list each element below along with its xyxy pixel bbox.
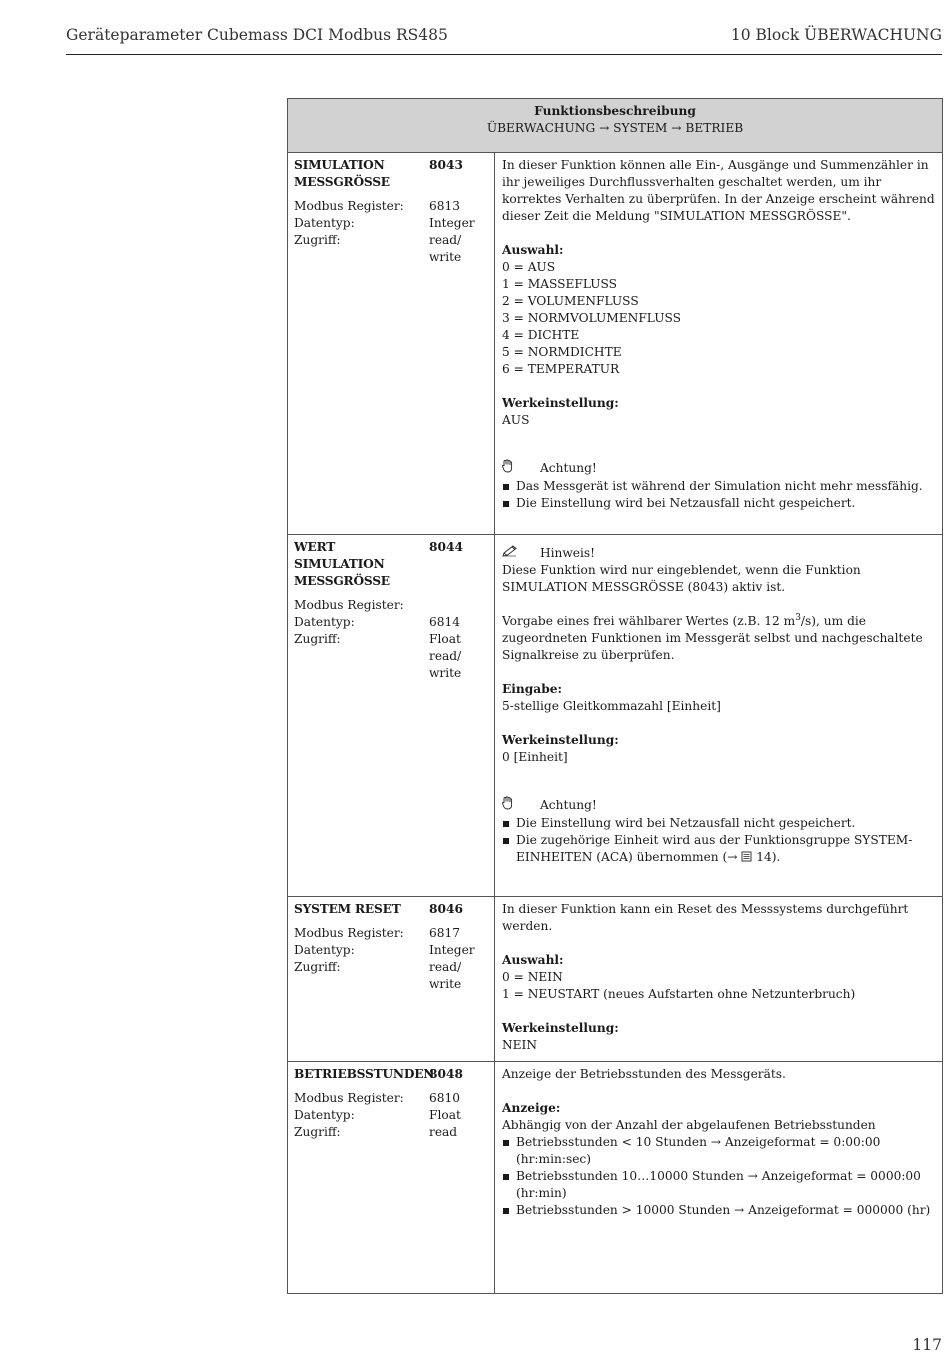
hint-label: Hinweis! xyxy=(540,546,596,560)
input-value: 5-stellige Gleitkommazahl [Einheit] xyxy=(502,699,721,713)
access-value-cont: write xyxy=(429,250,462,264)
page-reference-icon xyxy=(741,850,752,864)
bullet-item: Betriebsstunden > 10000 Stunden → Anzeigeformat = 000000 (hr) xyxy=(502,1202,935,1219)
function-name: SIMULATION MESSGRÖSSE xyxy=(294,158,390,189)
function-meta xyxy=(294,198,489,266)
access-value-cont: write xyxy=(429,977,462,991)
datatype-value: Float xyxy=(429,1108,461,1122)
function-name: SYSTEM RESET xyxy=(294,902,401,916)
modbus-register: 6817 xyxy=(429,926,461,940)
function-table xyxy=(287,98,943,1294)
description-text: In dieser Funktion kann ein Reset des Messsystems durchgeführt werden. xyxy=(502,902,909,933)
access-label: Zugriff: xyxy=(294,233,341,247)
caution-label: Achtung! xyxy=(540,461,597,475)
table-header xyxy=(288,99,943,153)
option-item: 3 = NORMVOLUMENFLUSS xyxy=(502,311,681,325)
access-label: Zugriff: xyxy=(294,632,341,646)
access-label: Zugriff: xyxy=(294,1125,341,1139)
option-list xyxy=(502,259,935,378)
function-description-cell xyxy=(495,535,943,897)
function-name: BETRIEBSSTUNDEN xyxy=(294,1067,435,1081)
pencil-note-icon xyxy=(502,545,540,562)
option-item: 1 = MASSEFLUSS xyxy=(502,277,618,291)
modbus-register: 6813 xyxy=(429,199,461,213)
description-text: Vorgabe eines frei wählbarer Wertes (z.B. 12 $m^3/s$), um die zugeordneten Funktionen im Messgerät selbst und nachgeschaltete Signalkreise zu überprüfen. xyxy=(502,612,923,662)
running-header-chapter: 10 Block ÜBERWACHUNG xyxy=(730,26,942,44)
function-description-cell xyxy=(495,1062,943,1294)
access-label: Zugriff: xyxy=(294,960,341,974)
function-number: 8048 xyxy=(429,1067,463,1081)
datatype-value: Float xyxy=(429,632,461,646)
datatype-label: Datentyp: xyxy=(294,943,355,957)
option-list xyxy=(502,969,935,1003)
option-item: 2 = VOLUMENFLUSS xyxy=(502,294,639,308)
caution-note xyxy=(502,796,935,815)
hint-note xyxy=(502,545,935,562)
access-value: read/ xyxy=(429,960,462,974)
function-number: 8044 xyxy=(429,540,463,554)
function-description-cell xyxy=(495,897,943,1062)
bullet-item: Die Einstellung wird bei Netzausfall nicht gespeichert. xyxy=(502,815,935,832)
access-value: read xyxy=(429,1125,458,1139)
modbus-register: 6810 xyxy=(429,1091,461,1105)
bullet-list xyxy=(502,815,935,866)
function-number: 8043 xyxy=(429,158,463,172)
option-item: 4 = DICHTE xyxy=(502,328,580,342)
access-value-cont: write xyxy=(429,666,462,680)
hand-caution-icon xyxy=(502,796,540,815)
display-intro: Abhängig von der Anzahl der abgelaufenen Betriebsstunden xyxy=(502,1118,876,1132)
access-value: read/ xyxy=(429,233,462,247)
modbus-label: Modbus Register: xyxy=(294,926,404,940)
option-item: 5 = NORMDICHTE xyxy=(502,345,622,359)
datatype-label: Datentyp: xyxy=(294,615,355,629)
factory-setting-heading: Werkeinstellung: xyxy=(502,1021,619,1035)
bullet-item: Die zugehörige Einheit wird aus der Funktionsgruppe SYSTEMEINHEITEN (ACA) übernommen (→ 14). xyxy=(502,832,935,866)
modbus-label: Modbus Register: xyxy=(294,199,404,213)
function-meta xyxy=(294,1090,489,1141)
table-row xyxy=(288,535,943,897)
table-header-row xyxy=(288,99,943,153)
selection-heading: Auswahl: xyxy=(502,243,564,257)
bullet-list xyxy=(502,1134,935,1219)
running-header-title: Geräteparameter Cubemass DCI Modbus RS485 xyxy=(66,26,448,44)
hand-caution-icon xyxy=(502,459,540,478)
table-title: Funktionsbeschreibung xyxy=(534,104,696,118)
modbus-register: 6814 xyxy=(429,615,461,629)
factory-setting-value: 0 [Einheit] xyxy=(502,750,568,764)
bullet-item: Die Einstellung wird bei Netzausfall nicht gespeichert. xyxy=(502,495,935,512)
datatype-label: Datentyp: xyxy=(294,216,355,230)
function-info-cell xyxy=(288,897,495,1062)
function-info-cell xyxy=(288,153,495,535)
factory-setting-value: AUS xyxy=(502,413,530,427)
datatype-label: Datentyp: xyxy=(294,1108,355,1122)
access-value: read/ xyxy=(429,649,462,663)
function-description-cell xyxy=(495,153,943,535)
modbus-label: Modbus Register: xyxy=(294,1091,404,1105)
hint-text: Diese Funktion wird nur eingeblendet, wenn die Funktion SIMULATION MESSGRÖSSE (8043) aktiv ist. xyxy=(502,563,861,594)
factory-setting-value: NEIN xyxy=(502,1038,538,1052)
selection-heading: Auswahl: xyxy=(502,953,564,967)
function-number: 8046 xyxy=(429,902,463,916)
factory-setting-heading: Werkeinstellung: xyxy=(502,396,619,410)
option-item: 1 = NEUSTART (neues Aufstarten ohne Netzunterbruch) xyxy=(502,987,856,1001)
table-row xyxy=(288,153,943,535)
function-info-cell xyxy=(288,535,495,897)
factory-setting-heading: Werkeinstellung: xyxy=(502,733,619,747)
bullet-item: Betriebsstunden 10…10000 Stunden → Anzeigeformat = 0000:00 (hr:min) xyxy=(502,1168,935,1202)
modbus-label: Modbus Register: xyxy=(294,598,404,612)
menu-path: ÜBERWACHUNG → SYSTEM → BETRIEB xyxy=(486,121,744,135)
header-rule xyxy=(66,54,942,55)
option-item: 0 = NEIN xyxy=(502,970,563,984)
bullet-item: Betriebsstunden < 10 Stunden → Anzeigeformat = 0:00:00 (hr:min:sec) xyxy=(502,1134,935,1168)
display-heading: Anzeige: xyxy=(502,1101,561,1115)
bullet-list xyxy=(502,478,935,512)
table-row xyxy=(288,1062,943,1294)
function-name: WERT SIMULATION MESSGRÖSSE xyxy=(294,540,390,588)
function-info-cell xyxy=(288,1062,495,1294)
datatype-value: Integer xyxy=(429,216,475,230)
table-row xyxy=(288,897,943,1062)
caution-label: Achtung! xyxy=(540,798,597,812)
bullet-item: Das Messgerät ist während der Simulation nicht mehr messfähig. xyxy=(502,478,935,495)
caution-note xyxy=(502,459,935,478)
option-item: 0 = AUS xyxy=(502,260,556,274)
page-number: 117 xyxy=(912,1336,942,1354)
description-text: Anzeige der Betriebsstunden des Messgeräts. xyxy=(502,1067,786,1081)
datatype-value: Integer xyxy=(429,943,475,957)
input-heading: Eingabe: xyxy=(502,682,562,696)
option-item: 6 = TEMPERATUR xyxy=(502,362,620,376)
function-meta xyxy=(294,597,489,682)
function-meta xyxy=(294,925,489,993)
description-text: In dieser Funktion können alle Ein-, Ausgänge und Summenzähler in ihr jeweiliges Durchflussverhalten geschaltet werden, um ihr korrektes Verhalten zu überprüfen. In der Anzeige erscheint während dieser Zeit die Meldung "SIMULATION MESSGRÖSSE". xyxy=(502,158,935,223)
